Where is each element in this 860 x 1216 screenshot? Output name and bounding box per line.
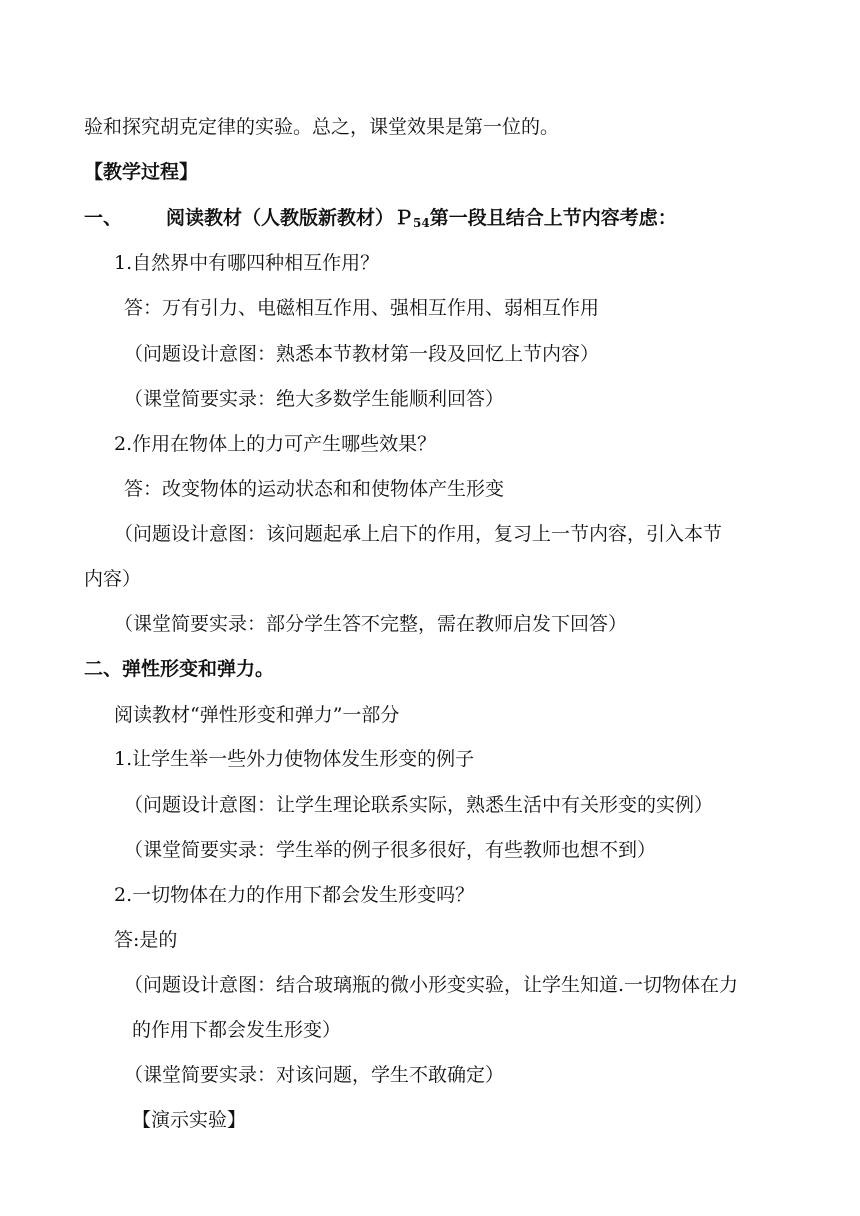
answer-1: 答：万有引力、电磁相互作用、强相互作用、弱相互作用 [124,297,600,319]
section-heading-teaching-process: 【教学过程】 [84,161,199,183]
design-intent-1: （问题设计意图：熟悉本节教材第一段及回忆上节内容） [124,343,600,365]
answer-4: 答:是的 [114,929,178,951]
heading-one-number: 一、 [84,207,123,229]
question-2: 2.作用在物体上的力可产生哪些效果？ [114,433,437,455]
class-record-2: （课堂简要实录：部分学生答不完整，需在教师启发下回答） [114,613,628,635]
heading-one [84,205,677,236]
reading-instruction: 阅读教材“弹性形变和弹力”一部分 [114,704,400,726]
design-intent-4: （问题设计意图：结合玻璃瓶的微小形变实验，让学生知道.一切物体在力 [124,974,739,996]
paragraph-continuation: 验和探究胡克定律的实验。总之，课堂效果是第一位的。 [84,116,560,138]
design-intent-2: （问题设计意图：该问题起承上启下的作用，复习上一节内容，引入本节 [114,523,723,545]
class-record-4: （课堂简要实录：对该问题，学生不敢确定） [124,1064,505,1086]
class-record-1: （课堂简要实录：绝大多数学生能顺利回答） [124,388,505,410]
heading-one-text-end: 第一段且结合上节内容考虑： [429,207,677,229]
class-record-3: （课堂简要实录：学生举的例子很多很好，有些教师也想不到） [124,839,657,861]
design-intent-3: （问题设计意图：让学生理论联系实际，熟悉生活中有关形变的实例） [124,794,714,816]
question-1: 1.自然界中有哪四种相互作用？ [114,252,380,274]
design-intent-2-wrap: 内容） [84,568,142,590]
question-3: 1.让学生举一些外力使物体发生形变的例子 [114,748,475,770]
demo-experiment-heading: 【演示实验】 [132,1109,247,1131]
question-4: 2.一切物体在力的作用下都会发生形变吗？ [114,884,475,906]
design-intent-4-wrap: 的作用下都会发生形变） [132,1019,342,1041]
heading-two: 二、弹性形变和弹力。 [84,658,275,680]
heading-one-text: 阅读教材（人教版新教材）Ｐ [166,207,414,229]
heading-one-page-subscript: 54 [413,216,430,230]
answer-2: 答：改变物体的运动状态和和使物体产生形变 [124,478,505,500]
